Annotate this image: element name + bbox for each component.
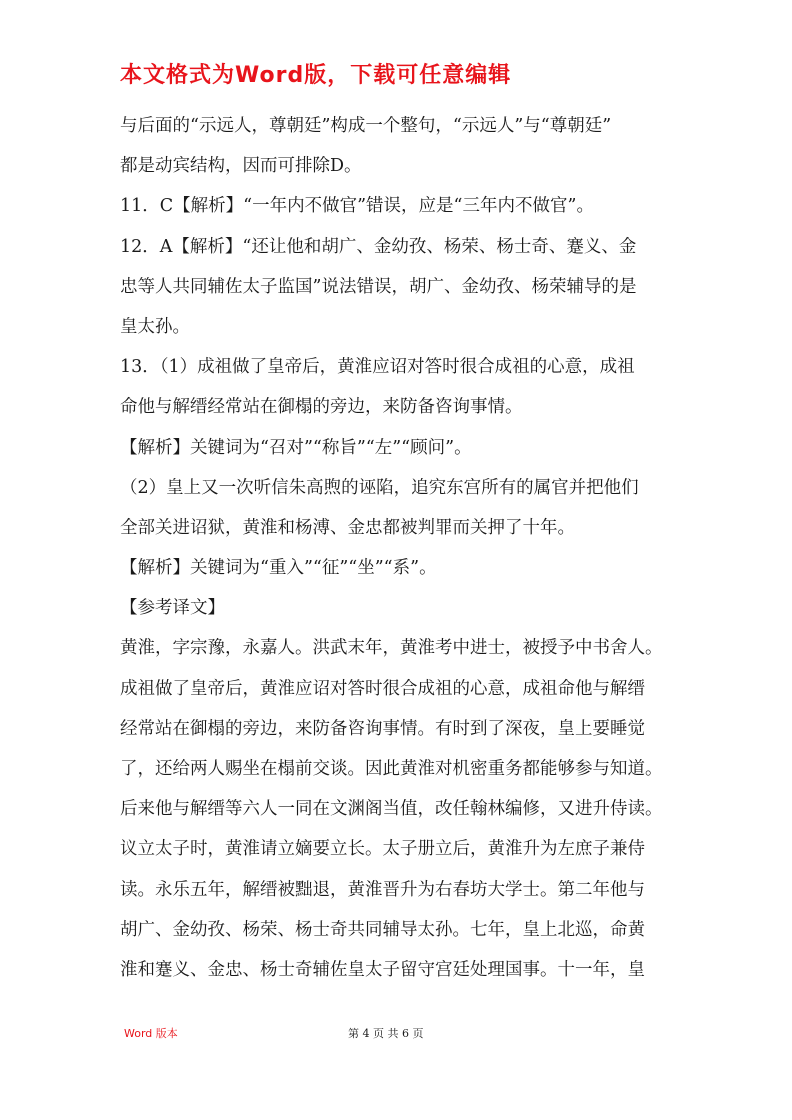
text-line: 成祖做了皇帝后，黄淮应诏对答时很合成祖的心意，成祖命他与解缙 xyxy=(120,678,645,699)
text-line: 忠等人共同辅佐太子监国”说法错误，胡广、金幼孜、杨荣辅导的是 xyxy=(120,276,637,297)
text-line: 与后面的“示远人，尊朝廷”构成一个整句，“示远人”与“尊朝廷” xyxy=(120,116,612,136)
text-line: 11．C【解析】“一年内不做官”错误，应是“三年内不做官”。 xyxy=(120,196,594,217)
document-body xyxy=(120,106,680,990)
page-number: 第 4 页 共 6 页 xyxy=(348,1027,424,1040)
text-line: 都是动宾结构，因而可排除D。 xyxy=(120,156,362,177)
text-line: 12．A【解析】“还让他和胡广、金幼孜、杨荣、杨士奇、蹇义、金 xyxy=(120,236,637,257)
text-line: 淮和蹇义、金忠、杨士奇辅佐皇太子留守宫廷处理国事。十一年，皇 xyxy=(120,959,645,980)
download-banner: 本文格式为Word版，下载可任意编辑 xyxy=(120,63,512,88)
text-line: 皇太孙。 xyxy=(120,316,190,337)
text-line: 经常站在御榻的旁边，来防备咨询事情。有时到了深夜，皇上要睡觉 xyxy=(120,718,645,739)
text-line: 了，还给两人赐坐在榻前交谈。因此黄淮对机密重务都能够参与知道。 xyxy=(120,759,663,779)
footer-version-label: Word 版本 xyxy=(124,1027,178,1040)
text-line: 胡广、金幼孜、杨荣、杨士奇共同辅导太孙。七年，皇上北巡，命黄 xyxy=(120,919,645,940)
text-line: 命他与解缙经常站在御榻的旁边，来防备咨询事情。 xyxy=(120,397,523,418)
text-line: 读。永乐五年，解缙被黜退，黄淮晋升为右春坊大学士。第二年他与 xyxy=(120,879,645,900)
text-line: 【解析】关键词为“重入”“征”“坐”“系”。 xyxy=(120,558,437,579)
text-line: 议立太子时，黄淮请立嫡要立长。太子册立后，黄淮升为左庶子兼侍 xyxy=(120,839,645,860)
text-line: 后来他与解缙等六人一同在文渊阁当值，改任翰林编修，又进升侍读。 xyxy=(120,799,663,820)
text-line: 全部关进诏狱，黄淮和杨溥、金忠都被判罪而关押了十年。 xyxy=(120,517,575,538)
section-heading: 【参考译文】 xyxy=(120,598,225,619)
text-line: 黄淮，字宗豫，永嘉人。洪武末年，黄淮考中进士，被授予中书舍人。 xyxy=(120,638,663,659)
text-line: （2）皇上又一次听信朱高煦的诬陷，追究东宫所有的属官并把他们 xyxy=(120,477,639,498)
text-line: 13．（1）成祖做了皇帝后，黄淮应诏对答时很合成祖的心意，成祖 xyxy=(120,357,635,378)
text-line: 【解析】关键词为“召对”“称旨”“左”“顾问”。 xyxy=(120,437,472,458)
